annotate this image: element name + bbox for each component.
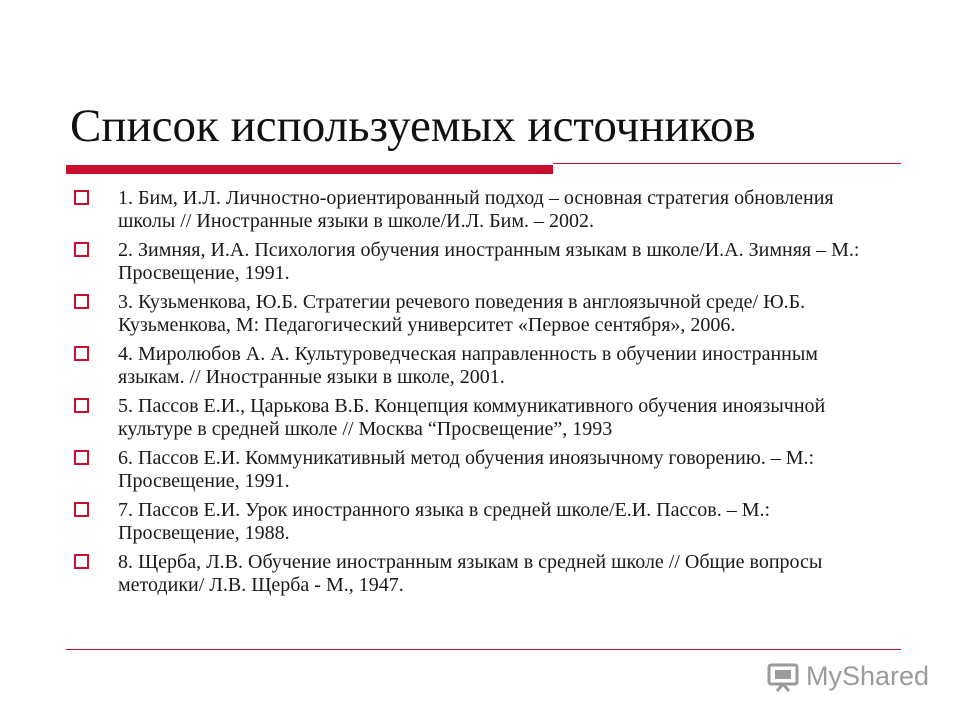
reference-text: 6. Пассов Е.И. Коммуникативный метод обучения иноязычному говорению. – М.: Просвещение, 1991. [118,447,815,492]
square-bullet-icon [74,502,89,517]
reference-item [68,291,888,337]
square-bullet-icon [74,398,89,413]
bottom-divider [66,649,901,650]
reference-text: 7. Пассов Е.И. Урок иностранного языка в средней школе/Е.И. Пассов. – М.: Просвещение, 1988. [118,499,771,544]
reference-text: 4. Миролюбов А. А. Культуроведческая направленность в обучении иностранным языкам. // Иностранные языки в школе, 2001. [118,343,818,388]
square-bullet-icon [74,294,89,309]
reference-item [68,187,888,233]
square-bullet-icon [74,450,89,465]
presentation-board-icon [766,659,800,693]
slide-title: Список используемых источников [70,100,756,152]
reference-item [68,239,888,285]
square-bullet-icon [74,242,89,257]
title-underline-accent [66,165,553,174]
title-underline-thin [553,163,901,164]
reference-item [68,551,888,597]
reference-item [68,499,888,545]
reference-item [68,395,888,441]
reference-text: 3. Кузьменкова, Ю.Б. Стратегии речевого поведения в англоязычной среде/ Ю.Б. Кузьменкова, М: Педагогический университет «Первое сентября», 2006. [118,291,806,336]
reference-text: 5. Пассов Е.И., Царькова В.Б. Концепция коммуникативного обучения иноязычной культуре в средней школе // Москва “Просвещение”, 1993 [118,395,826,440]
square-bullet-icon [74,554,89,569]
references-list [68,187,888,603]
square-bullet-icon [74,346,89,361]
reference-text: 8. Щерба, Л.В. Обучение иностранным языкам в средней школе // Общие вопросы методики/ Л.В. Щерба - М., 1947. [118,551,823,596]
square-bullet-icon [74,190,89,205]
reference-text: 2. Зимняя, И.А. Психология обучения иностранным языкам в школе/И.А. Зимняя – М.: Просвещение, 1991. [118,239,860,284]
watermark-text: MyShared [806,660,930,691]
reference-text: 1. Бим, И.Л. Личностно-ориентированный подход – основная стратегия обновления школы // Иностранные языки в школе/И.Л. Бим. – 2002. [118,187,834,232]
reference-item [68,343,888,389]
reference-item [68,447,888,493]
watermark-logo [766,658,929,694]
